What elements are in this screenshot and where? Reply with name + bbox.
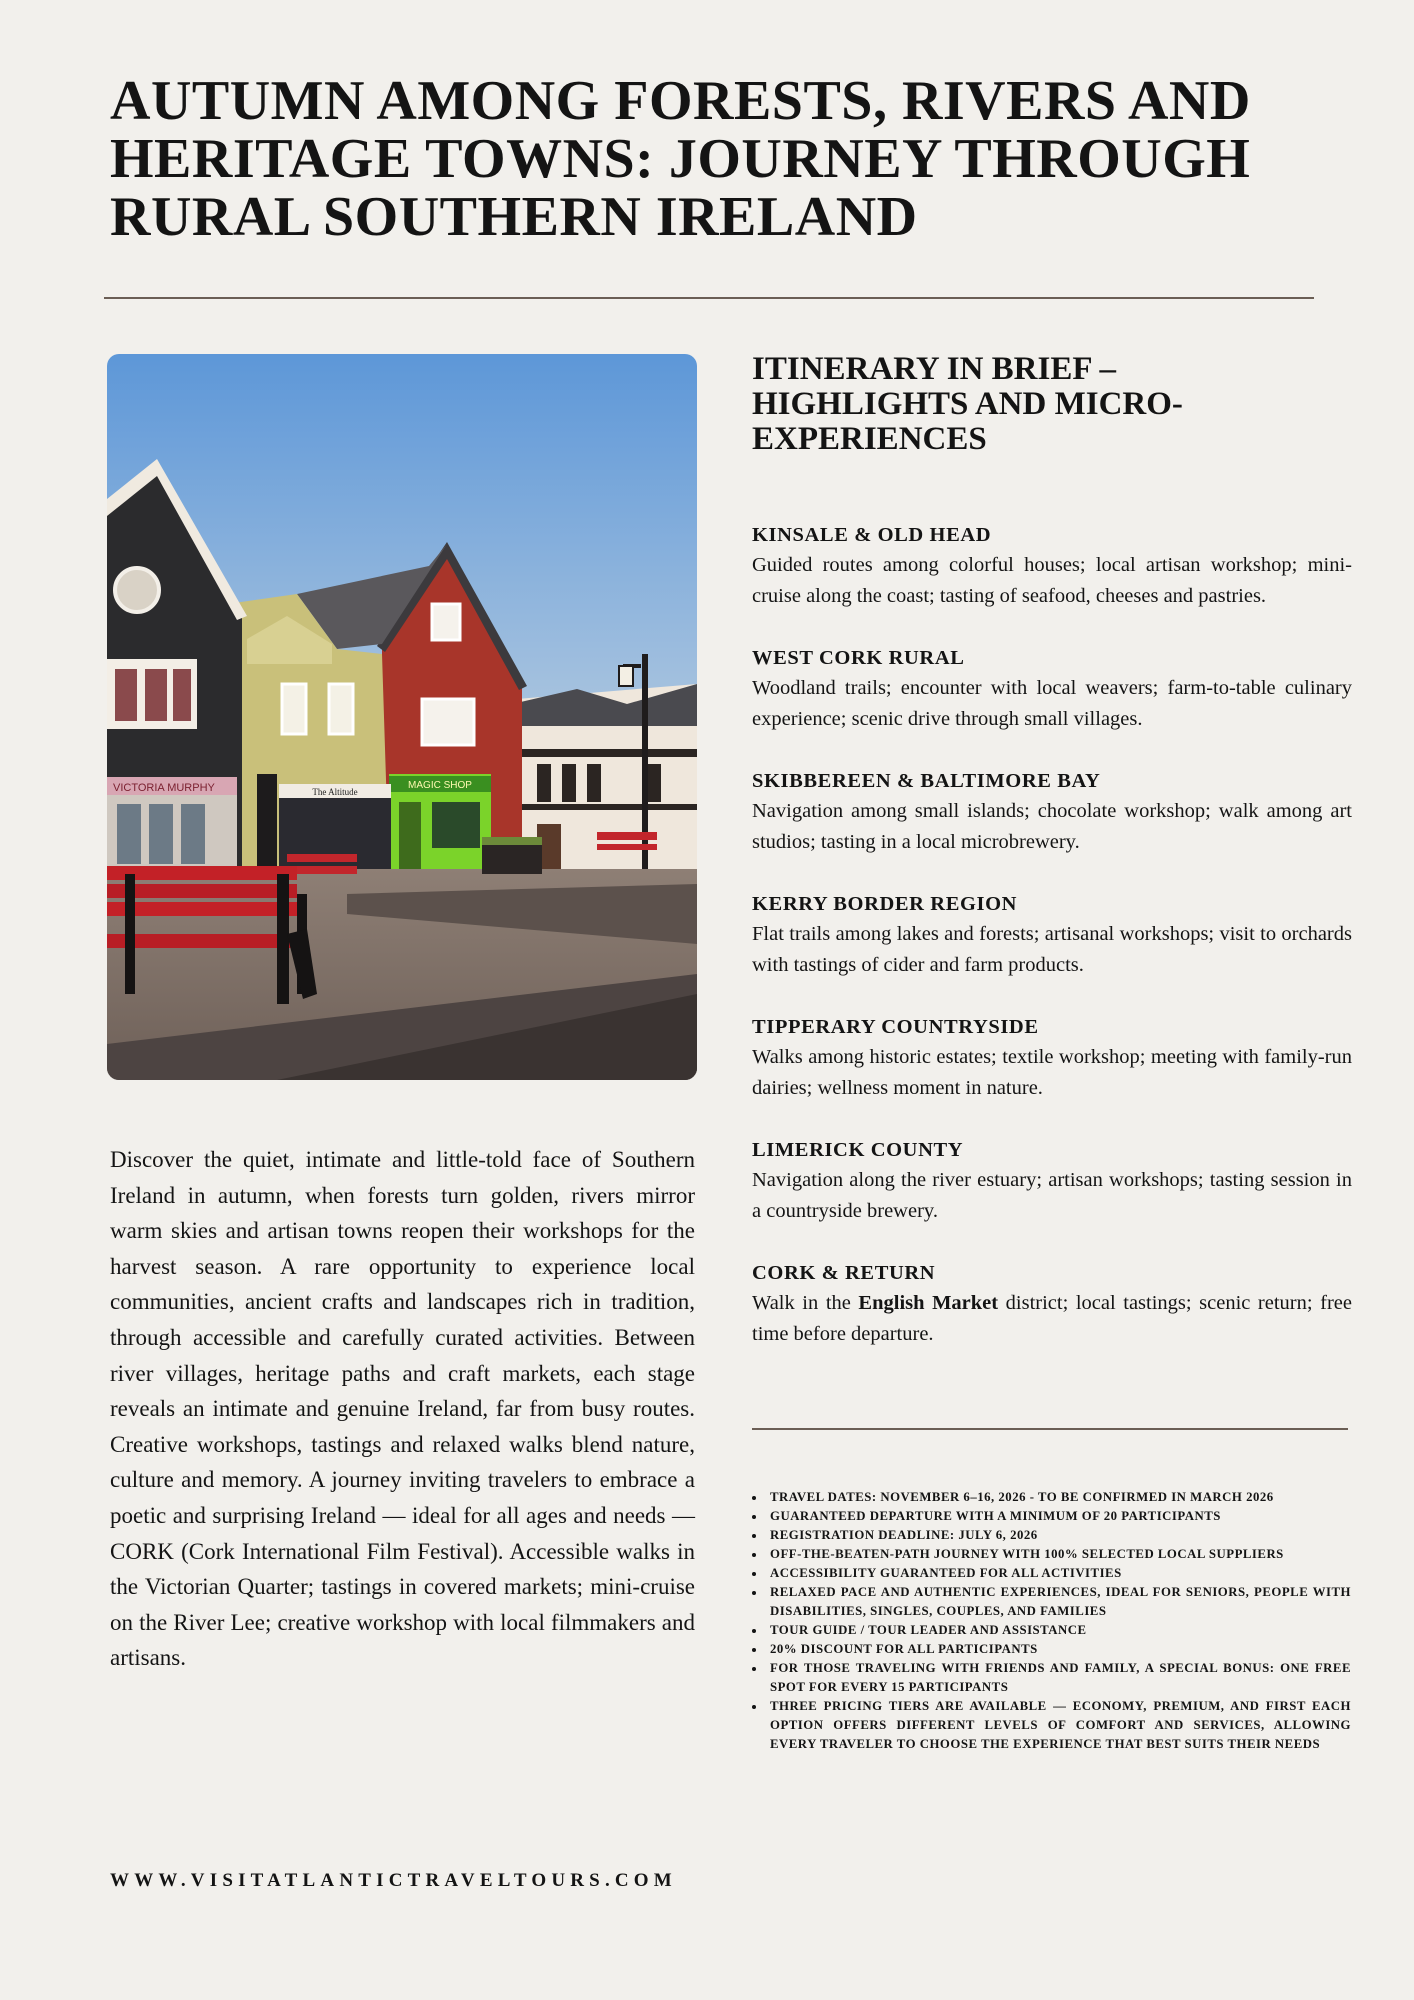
itinerary-stop-skibbereen (752, 766, 1352, 857)
stop-name: TIPPERARY COUNTRYSIDE (752, 1016, 1039, 1038)
stop-description (752, 1288, 1352, 1349)
page-title: AUTUMN AMONG FORESTS, RIVERS AND HERITAGE TOWNS: JOURNEY THROUGH RURAL SOUTHERN IRELAND (110, 70, 1251, 248)
itinerary-list (752, 520, 1352, 1381)
left-shop-sign: VICTORIA MURPHY (113, 782, 215, 794)
stop-description: Navigation among small islands; chocolate workshop; walk among art studios; tasting in a local microbrewery. (752, 800, 1352, 853)
stop-name: WEST CORK RURAL (752, 647, 965, 669)
stop-name: KERRY BORDER REGION (752, 893, 1018, 915)
itinerary-stop-tipperary (752, 1012, 1352, 1103)
stop-description: Flat trails among lakes and forests; artisanal workshops; visit to orchards with tastings of cider and farm products. (752, 923, 1352, 976)
fact-guaranteed-departure: • GUARANTEED DEPARTURE WITH A MINIMUM OF 20 PARTICIPANTS (766, 1507, 1351, 1526)
fact-discount: • 20% DISCOUNT FOR ALL PARTICIPANTS (766, 1640, 1351, 1659)
stop-name: SKIBBEREEN & BALTIMORE BAY (752, 770, 1101, 792)
middle-shop-sign: The Altitude (312, 787, 358, 797)
title-divider (104, 297, 1314, 299)
stop-name: CORK & RETURN (752, 1262, 936, 1284)
stop-name: LIMERICK COUNTY (752, 1139, 964, 1161)
fact-relaxed-pace: • RELAXED PACE AND AUTHENTIC EXPERIENCES, IDEAL FOR SENIORS, PEOPLE WITH DISABILITIES, SINGLES, COUPLES, AND FAMILIES (766, 1583, 1351, 1621)
english-market-highlight: English Market (858, 1292, 999, 1314)
stop-description: Walks among historic estates; textile workshop; meeting with family-run dairies; wellness moment in nature. (752, 1046, 1352, 1099)
fact-free-spot-bonus: • FOR THOSE TRAVELING WITH FRIENDS AND FAMILY, A SPECIAL BONUS: ONE FREE SPOT FOR EVERY 15 PARTICIPANTS (766, 1659, 1351, 1697)
itinerary-stop-cork (752, 1258, 1352, 1349)
itinerary-title: ITINERARY IN BRIEF – HIGHLIGHTS AND MICRO-EXPERIENCES (752, 351, 1183, 457)
itinerary-stop-kinsale (752, 520, 1352, 611)
stop-name: KINSALE & OLD HEAD (752, 524, 992, 546)
itinerary-stop-limerick (752, 1135, 1352, 1226)
stop-description: Woodland trails; encounter with local weavers; farm-to-table culinary experience; scenic drive through small villages. (752, 677, 1352, 730)
fact-local-suppliers: • OFF-THE-BEATEN-PATH JOURNEY WITH 100% SELECTED LOCAL SUPPLIERS (766, 1545, 1351, 1564)
town-street-photo (107, 354, 697, 1080)
green-shop-sign: MAGIC SHOP (408, 780, 472, 791)
fact-pricing-tiers: • THREE PRICING TIERS ARE AVAILABLE — ECONOMY, PREMIUM, AND FIRST EACH OPTION OFFERS DIFFERENT LEVELS OF COMFORT AND SERVICES, ALLOWING EVERY TRAVELER TO CHOOSE THE EXPERIENCE THAT BEST SUITS THEIR NEEDS (766, 1697, 1351, 1754)
itinerary-stop-west-cork (752, 643, 1352, 734)
stop-description-end: district; local tastings; scenic return; free time before departure. (752, 1292, 1352, 1345)
fact-accessibility: • ACCESSIBILITY GUARANTEED FOR ALL ACTIVITIES (766, 1564, 1351, 1583)
stop-description-start: Walk in the (752, 1292, 859, 1314)
itinerary-stop-kerry (752, 889, 1352, 980)
stop-description: Guided routes among colorful houses; local artisan workshop; mini-cruise along the coast; tasting of seafood, cheeses and pastries. (752, 554, 1352, 607)
trip-facts-list (752, 1488, 1351, 1754)
fact-tour-guide: • TOUR GUIDE / TOUR LEADER AND ASSISTANCE (766, 1621, 1351, 1640)
intro-paragraph: Discover the quiet, intimate and little-told face of Southern Ireland in autumn, when forests turn golden, rivers mirror warm skies and artisan towns reopen their workshops for the harvest season. A rare opportunity to experience local communities, ancient crafts and landscapes rich in tradition, through accessible and carefully curated activities. Between river villages, heritage paths and craft markets, each stage reveals an intimate and genuine Ireland, far from busy routes. Creative workshops, tastings and relaxed walks blend nature, culture and memory. A journey inviting travelers to embrace a poetic and surprising Ireland — ideal for all ages and needs — CORK (Cork International Film Festival). Accessible walks in the Victorian Quarter; tastings in covered markets; mini-cruise on the River Lee; creative workshop with local filmmakers and artisans. (110, 1147, 695, 1671)
fact-registration-deadline: • REGISTRATION DEADLINE: JULY 6, 2026 (766, 1526, 1351, 1545)
website-url[interactable]: WWW.VISITATLANTICTRAVELTOURS.COM (110, 1870, 677, 1891)
facts-divider (752, 1428, 1348, 1430)
stop-description: Navigation along the river estuary; artisan workshops; tasting session in a countryside brewery. (752, 1169, 1352, 1222)
fact-travel-dates: • TRAVEL DATES: NOVEMBER 6–16, 2026 - TO BE CONFIRMED IN MARCH 2026 (766, 1488, 1351, 1507)
